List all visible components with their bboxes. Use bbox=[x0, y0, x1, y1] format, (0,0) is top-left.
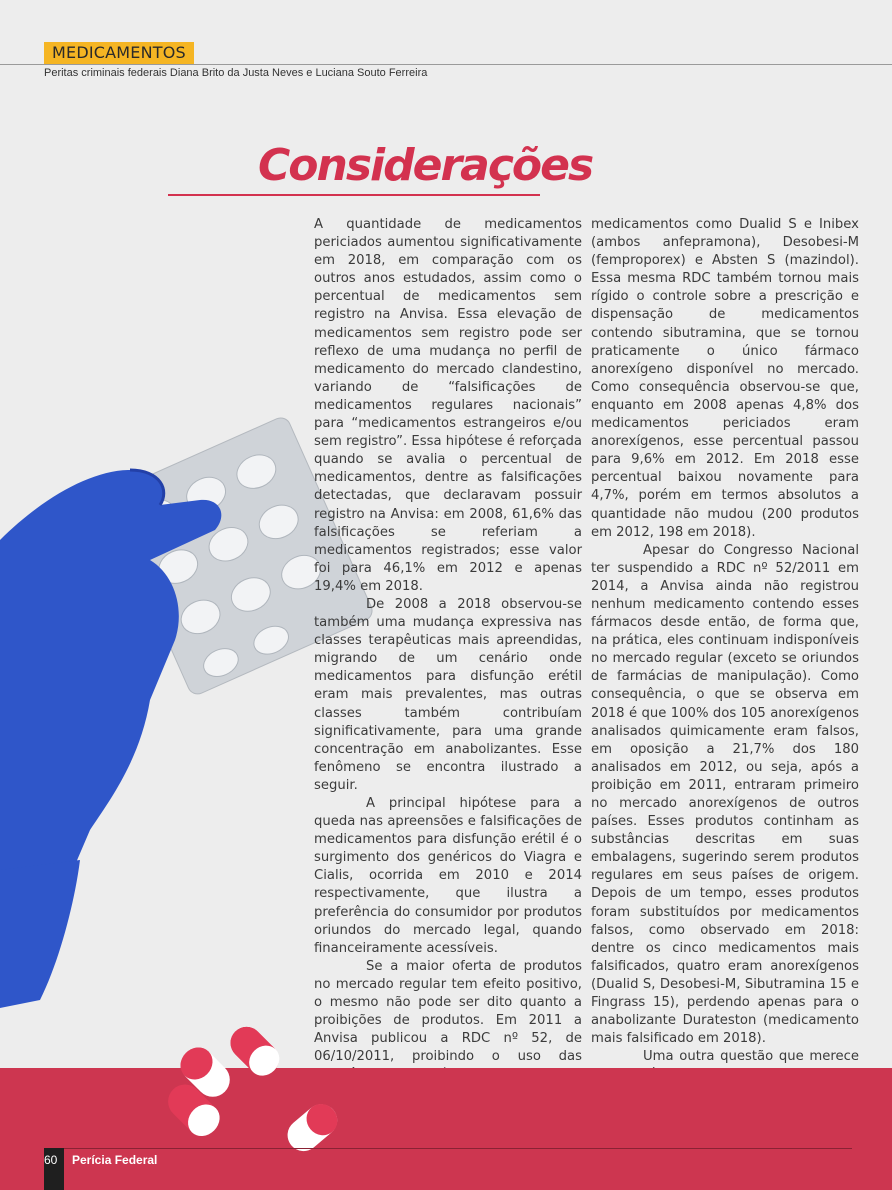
paragraph: Se a maior oferta de produtos no mercado regular tem efeito positivo, o mesmo não pode ser dito quanto a proibições de produtos. Em 2011 a Anvisa publicou a RDC nº 52, de 06/10/2011, proibindo o uso das bbox=[314, 958, 582, 1065]
page-title: Considerações bbox=[258, 140, 593, 191]
footer-rule bbox=[44, 1148, 852, 1149]
section-tag: MEDICAMENTOS bbox=[44, 42, 194, 64]
page-number: 60 bbox=[44, 1153, 58, 1167]
paragraph: A quantidade de medicamentos periciados aumentou significativamente em 2018, em comparação com os outros anos estudados, assim como o percentual de medicamentos sem registro na Anvisa. Essa elevação de medicamentos sem registro pode ser reflexo de uma mudança no perfil de medicamento do mercado clandestino, variando de “falsificações de medicamentos regulares nacionais” para “medicamentos estrangeiros e/ou sem registro”. Essa hipótese é reforçada quando se avalia o percentual de medicamentos, dentre as falsificações detectadas, que declaravam possuir registro na Anvisa: em 2008, 61,6% das falsificações se referiam a medicamentos registrados; esse valor foi para 46,1% em 2012 e apenas 19,4% em 2018. bbox=[314, 217, 582, 594]
paragraph: Apesar do Congresso Nacional ter suspendido a RDC nº 52/2011 em 2014, a Anvisa ainda não registrou nenhum medicamento contendo esses fármacos desde então, de forma que, na prática, eles continuam indisponíveis no mercado regular (exceto se oriundos de farmácias de manipulação). Como consequência, o que se observa em 2018 é que 100% dos 105 anorexígenos analisados quimicamente eram falsos, em oposição a 21,7% dos 180 analisados em 2012, ou seja, após a proibição em 2011, entraram primeiro no mercado anorexígenos de outros países. Esses produtos continham as substâncias descritas em suas embalagens, sugerindo serem produtos regulares em seus países de origem. Depois de um tempo, esses produtos foram substituídos por medicamentos falsos, como observado em 2018: dentre os cinco medicamentos mais falsificados, quatro eram anorexígenos (Dualid S, Desobesi-M, Sibutramina 15 e Fingrass 15), perdendo apenas para o anabolizante Durateston (medicamento mais falsificado em 2018). bbox=[591, 542, 859, 1047]
paragraph: De 2008 a 2018 observou-se também uma mudança expressiva nas classes terapêuticas mais apreendidas, migrando de um cenário onde medicamentos para disfunção erétil eram mais prevalentes, mas outras classes também contribuíam significativamente, para uma grande concentração em anabolizantes. Esse fenômeno se encontra ilustrado a seguir. bbox=[314, 596, 582, 793]
paragraph: medicamentos como Dualid S e Inibex (ambos anfepramona), Desobesi-M (femproporex) e Absten S (mazindol). Essa mesma RDC também tornou mais rígido o controle sobre a prescrição e dispensação de medicamentos contendo sibutramina, que se tornou praticamente o único fármaco anorexígeno disponível no mercado. Como consequência observou-se que, enquanto em 2008 apenas 4,8% dos medicamentos periciados eram anorexígenos, esse percentual passou para 9,6% em 2012. Em 2018 esse percentual baixou novamente para 4,7%, porém em termos absolutos a quantidade não mudou (200 produtos em 2012, 198 em 2018). bbox=[591, 217, 859, 540]
authors-byline: Peritas criminais federais Diana Brito da Justa Neves e Luciana Souto Ferreira bbox=[44, 67, 428, 79]
paragraph: Uma outra questão que merece bbox=[643, 1049, 859, 1065]
magazine-name: Perícia Federal bbox=[72, 1153, 158, 1167]
paragraph: A principal hipótese para a queda nas apreensões e falsificações de medicamentos para disfunção erétil é o surgimento dos genéricos do Viagra e Cialis, ocorrida em 2010 e 2014 respectivamente, que ilustra a preferência do consumidor por produtos oriundos do mercado legal, quando financeiramente acessíveis. bbox=[314, 796, 582, 956]
